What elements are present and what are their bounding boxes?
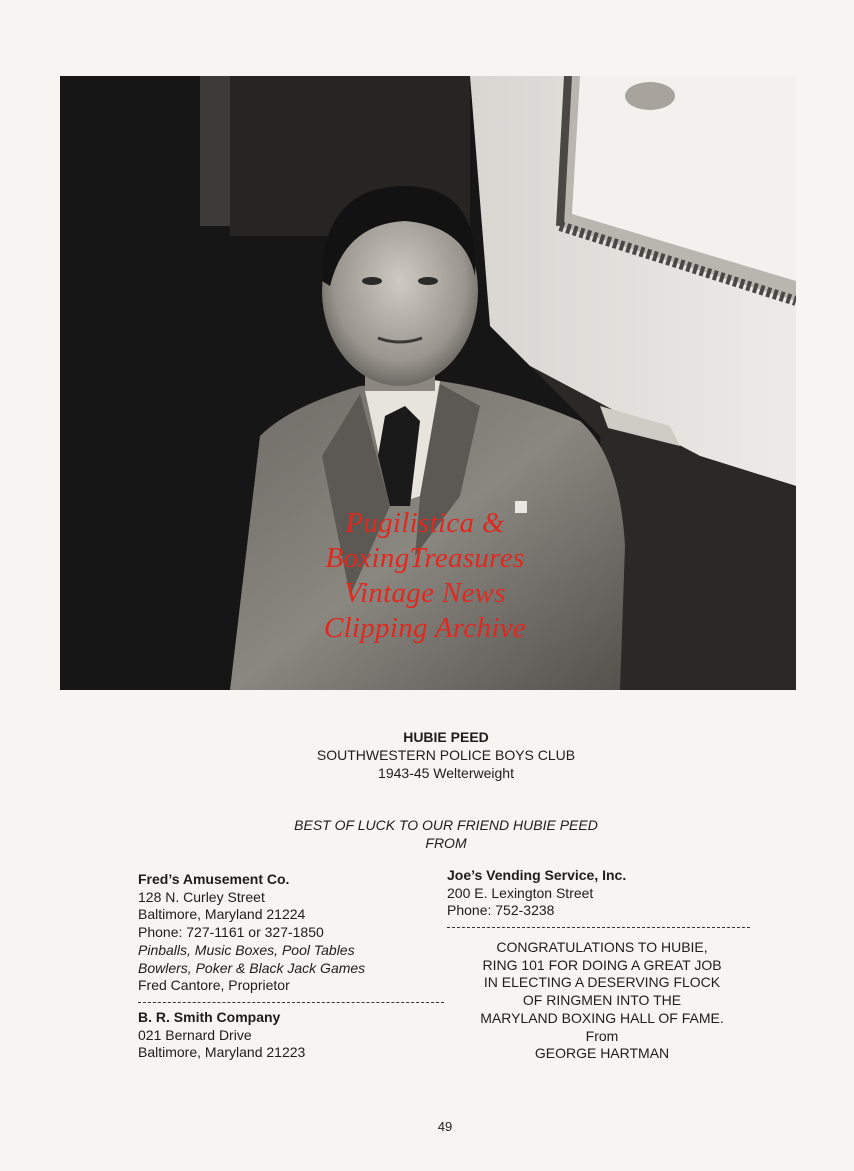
- congrats-line: From: [585, 1027, 619, 1044]
- ad-street: 128 N. Curley Street: [138, 888, 265, 905]
- right-column: [447, 867, 767, 934]
- ad-company: Fred’s Amusement Co.: [138, 871, 290, 887]
- ad-products: Pinballs, Music Boxes, Pool Tables: [138, 941, 355, 958]
- congrats-line: MARYLAND BOXING HALL OF FAME.: [480, 1009, 724, 1026]
- congratulations-message: [466, 939, 738, 1063]
- ad-phone: Phone: 752-3238: [447, 902, 555, 919]
- congrats-line: CONGRATULATIONS TO HUBIE,: [496, 939, 708, 955]
- left-column: [138, 871, 438, 1062]
- page-number: 49: [437, 1119, 453, 1134]
- ad-street: 200 E. Lexington Street: [447, 884, 594, 901]
- watermark-line: BoxingTreasures: [325, 542, 525, 574]
- watermark-line: Vintage News: [344, 577, 506, 609]
- ad-phone: Phone: 727-1161 or 327-1850: [138, 924, 324, 941]
- ad-products: Bowlers, Poker & Black Jack Games: [138, 959, 366, 976]
- ad-city: Baltimore, Maryland 21224: [138, 906, 306, 923]
- congrats-line: GEORGE HARTMAN: [534, 1045, 670, 1062]
- dashed-divider: [138, 1002, 444, 1003]
- congrats-line: IN ELECTING A DESERVING FLOCK: [483, 974, 721, 991]
- watermark-line: Clipping Archive: [323, 612, 527, 644]
- photo-caption: [0, 728, 854, 782]
- ad-city: Baltimore, Maryland 21223: [138, 1044, 306, 1061]
- dedication-line1: BEST OF LUCK TO OUR FRIEND HUBIE PEED: [294, 817, 598, 833]
- caption-name: HUBIE PEED: [403, 729, 489, 745]
- congrats-line: RING 101 FOR DOING A GREAT JOB: [482, 956, 722, 973]
- dedication-line2: FROM: [425, 835, 467, 851]
- watermark-line: Pugilistica &: [345, 507, 505, 539]
- ad-street: 021 Bernard Drive: [138, 1026, 252, 1043]
- caption-years: 1943-45 Welterweight: [378, 765, 514, 781]
- caption-club: SOUTHWESTERN POLICE BOYS CLUB: [316, 747, 576, 763]
- watermark: [190, 506, 660, 646]
- congrats-line: OF RINGMEN INTO THE: [522, 992, 682, 1009]
- dashed-divider: [447, 927, 750, 928]
- ad-company: Joe’s Vending Service, Inc.: [447, 867, 627, 883]
- ad-company: B. R. Smith Company: [138, 1008, 281, 1025]
- ad-proprietor: Fred Cantore, Proprietor: [138, 977, 290, 994]
- dedication: [0, 816, 854, 852]
